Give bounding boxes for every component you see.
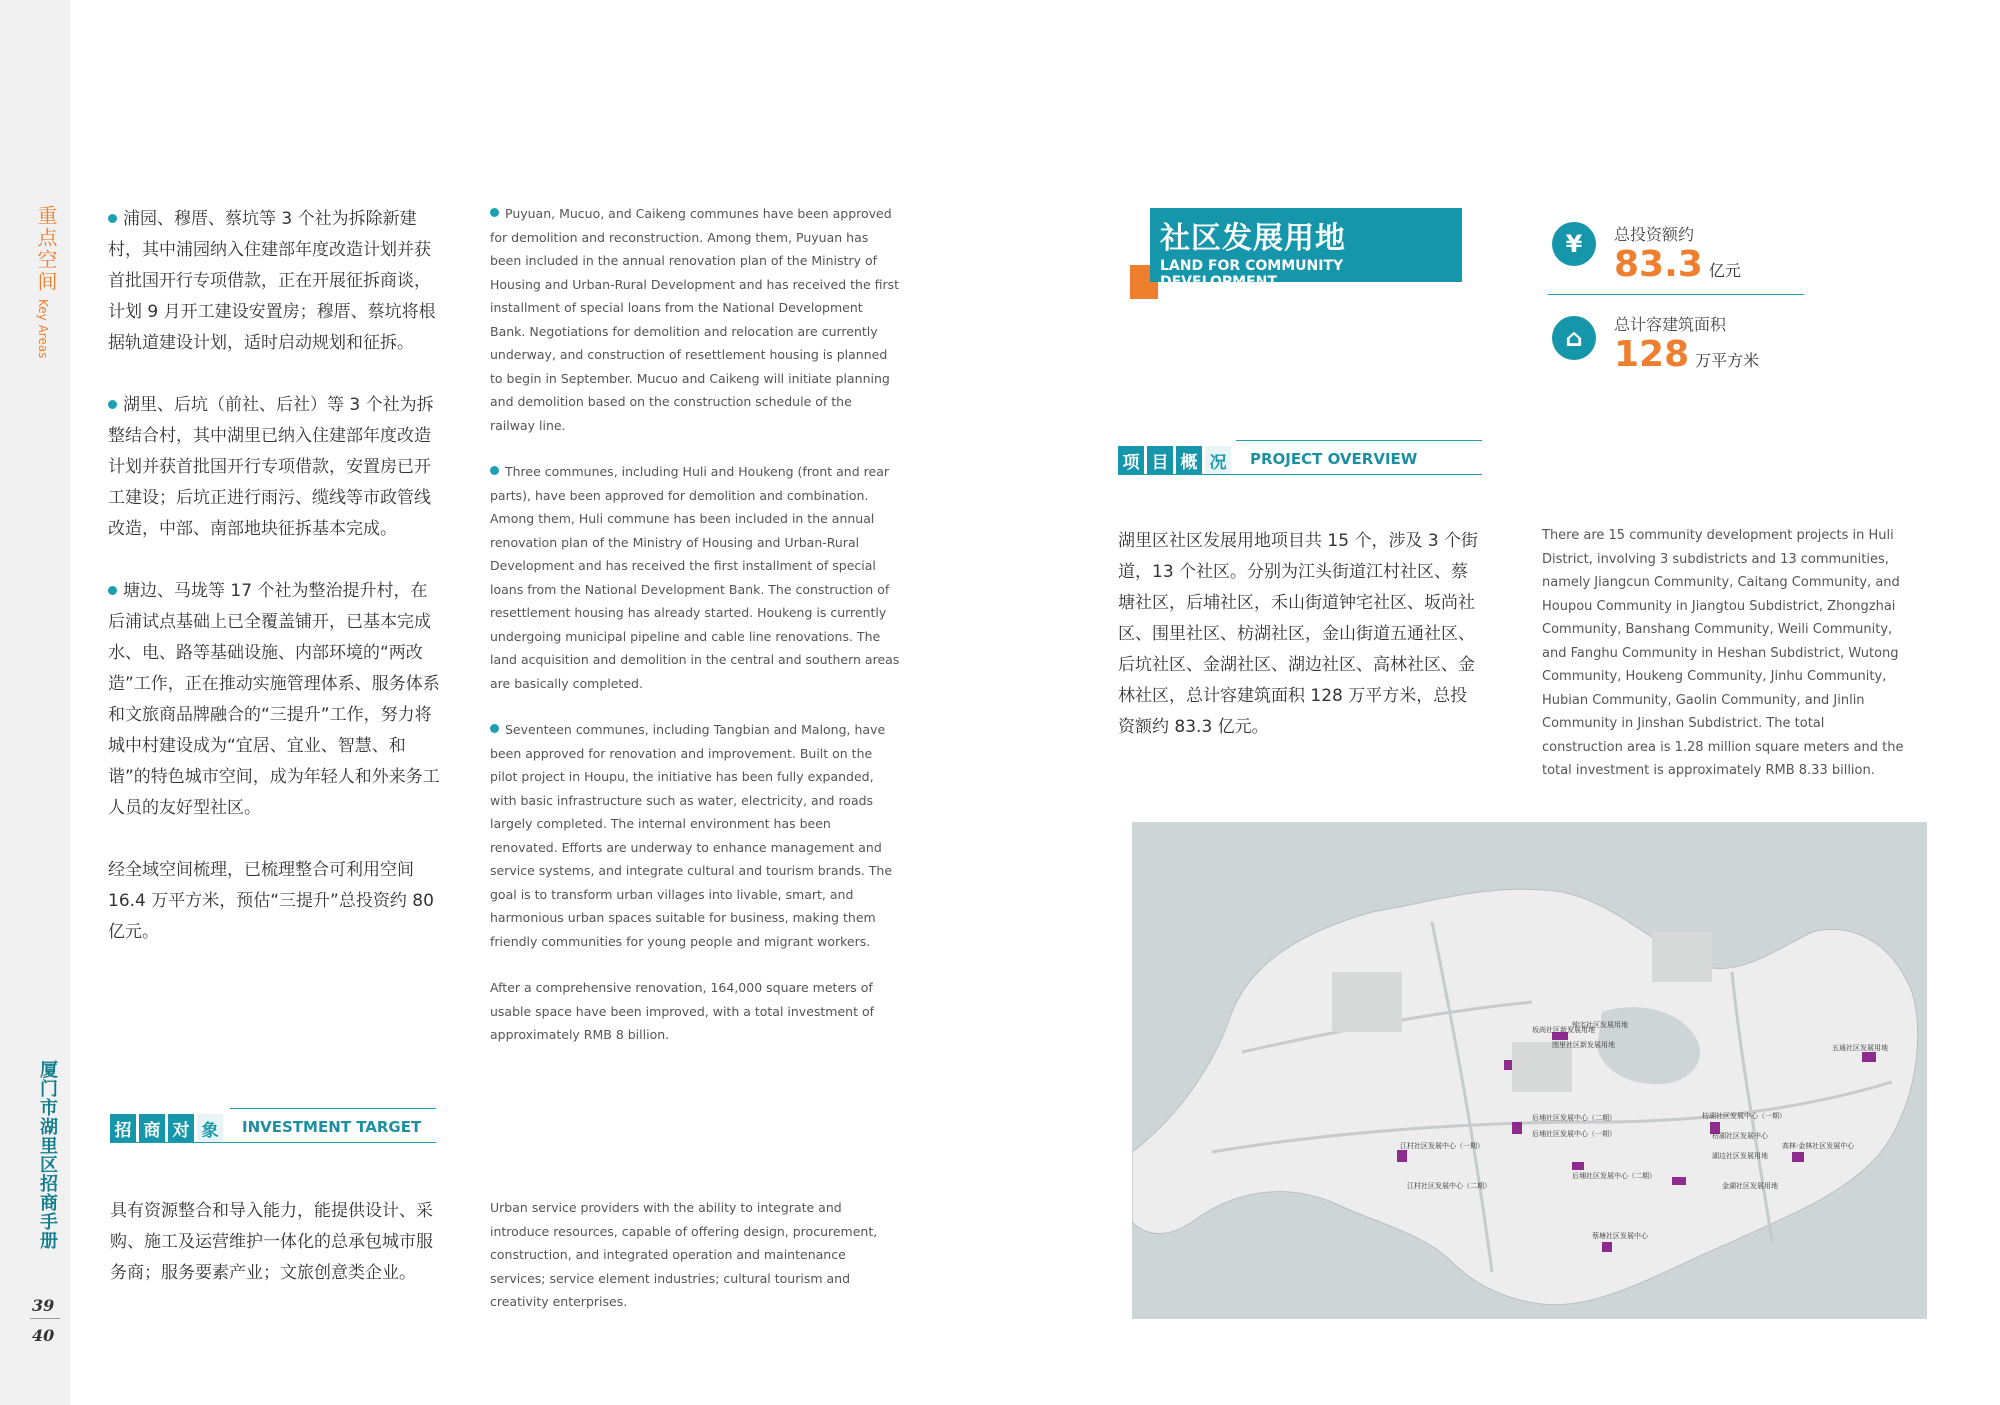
book-title: 厦门市湖里区招商手册	[37, 1060, 58, 1250]
investment-cn: 具有资源整合和导入能力，能提供设计、采购、施工及运营维护一体化的总承包城市服务商；服务要素产业；文旅创意类企业。	[110, 1201, 433, 1283]
heading-char: 对	[168, 1114, 194, 1142]
stat-label: 总投资额约	[1614, 225, 1695, 244]
map-label: 江村社区发展中心（一期）	[1400, 1142, 1484, 1150]
stat-unit: 万平方米	[1695, 351, 1760, 370]
map-label: 蔡塘社区发展中心	[1592, 1232, 1648, 1240]
stat-value: 128	[1614, 334, 1690, 375]
stat-value-row	[1614, 334, 1759, 375]
site-marker	[1572, 1162, 1584, 1170]
en-paragraph-1: Puyuan, Mucuo, and Caikeng communes have been approved for demolition and reconstruction. Among them, Puyuan has been included in the annual renovation plan of the Ministry of Housing and Urban-Rural Development and has received the first installment of special loans from the National Development Bank. Negotiations for demolition and relocation are currently underway, and construction of resettlement housing is planned to begin in September. Mucuo and Caikeng will initiate planning and demolition based on the construction schedule of the railway line.	[490, 206, 900, 433]
map-label: 高林·金林社区发展中心	[1782, 1142, 1855, 1150]
bullet-icon	[490, 724, 499, 733]
left-cn-column	[108, 204, 440, 948]
cn-paragraph-2: 湖里、后坑（前社、后社）等 3 个社为拆整结合村，其中湖里已纳入住建部年度改造计划并获首批国开行专项借款，安置房已开工建设；后坑正进行雨污、缆线等市政管线改造，中部、南部地块征拆基本完成。	[108, 395, 434, 539]
bullet-icon	[108, 586, 117, 595]
site-marker	[1792, 1152, 1804, 1162]
title-banner	[1150, 208, 1462, 290]
heading-top-rule	[1236, 440, 1482, 441]
map-label: 后埔社区发展中心（二期）	[1572, 1172, 1656, 1180]
site-marker	[1512, 1122, 1522, 1134]
cn-paragraph-4: 经全域空间梳理，已梳理整合可利用空间 16.4 万平方米，预估“三提升”总投资约 80 亿元。	[108, 860, 434, 942]
city-block	[1332, 972, 1402, 1032]
map-label: 枋湖社区发展中心（一期）	[1702, 1112, 1786, 1120]
heading-top-rule	[230, 1108, 436, 1109]
map-label: 湖边社区发展用地	[1712, 1152, 1768, 1160]
page-number-left: 39	[32, 1296, 55, 1315]
bullet-icon	[490, 466, 499, 475]
key-areas-en: Key Areas	[36, 299, 50, 359]
en-paragraph-3: Seventeen communes, including Tangbian and Malong, have been approved for renovation and improvement. Built on the pilot project in Houpu, the initiative has been fully expanded, with basic infrastructure such as water, electricity, and roads largely completed. The internal environment has been renovated. Efforts are underway to enhance management and service systems, and integrate cultural and tourism brands. The goal is to transform urban villages into livable, smart, and harmonious urban spaces suitable for business, making them friendly communities for young people and migrant workers.	[490, 722, 893, 949]
en-paragraph-4: After a comprehensive renovation, 164,000 square meters of usable space have been improved, with a total investment of approximately RMB 8 billion.	[490, 980, 875, 1042]
overview-heading	[1118, 440, 1482, 475]
map-label: 围里社区新发展用地	[1552, 1041, 1615, 1049]
title-cn: 社区发展用地	[1160, 221, 1346, 256]
overview-en: There are 15 community development projects in Huli District, involving 3 subdistricts and 13 communities, namely Jiangcun Community, Caitang Community, and Houpou Community in Jiangtou Subdistrict, Zhongzhai Community, Banshang Community, Weili Community, and Fanghu Community in Heshan Subdistrict, Wutong Community, Houkeng Community, Jinhu Community, Hubian Community, Gaolin Community, and Jinlin Community in Jinshan Subdistrict. The total construction area is 1.28 million square meters and the total investment is approximately RMB 8.33 billion.	[1542, 528, 1904, 778]
investment-heading	[110, 1108, 436, 1143]
key-areas-cn: 重点空间	[34, 205, 58, 293]
investment-en: Urban service providers with the ability to integrate and introduce resources, capable of offering design, procurement, construction, and integrated operation and maintenance services; service element industries; cultural tourism and creativity enterprises.	[490, 1200, 878, 1309]
yen-icon: ¥	[1552, 222, 1596, 266]
site-marker	[1397, 1150, 1407, 1162]
en-paragraph-2: Three communes, including Huli and Houkeng (front and rear parts), have been approved for demolition and combination. Among them, Huli commune has been included in the annual renovation plan of the Ministry of Housing and Urban-Rural Development and has received the first installment of special loans from the National Development Bank. The construction of resettlement housing has already started. Houkeng is currently undergoing municipal pipeline and cable line renovations. The land acquisition and demolition in the central and southern areas are basically completed.	[490, 464, 900, 691]
map-label: 江村社区发展中心（二期）	[1407, 1182, 1491, 1190]
map-label: 金湖社区发展用地	[1722, 1182, 1778, 1190]
site-marker	[1862, 1052, 1876, 1062]
map-label: 坂尚社区新发展用地	[1532, 1026, 1595, 1034]
site-marker	[1672, 1177, 1686, 1185]
heading-char: 商	[139, 1114, 165, 1142]
map-label: 钟宅社区发展用地	[1572, 1021, 1628, 1029]
city-block	[1652, 932, 1712, 982]
map-label: 后埔社区发展中心（二期）	[1532, 1114, 1616, 1122]
site-marker	[1504, 1060, 1512, 1070]
stat-unit: 亿元	[1708, 261, 1741, 280]
map-graphic	[1132, 822, 1927, 1319]
investment-heading-en: INVESTMENT TARGET	[242, 1118, 422, 1136]
stat-value: 83.3	[1614, 244, 1703, 285]
heading-char: 目	[1147, 446, 1173, 474]
stat-label: 总计容建筑面积	[1614, 315, 1727, 334]
stat-value-row	[1614, 244, 1741, 285]
district-map	[1132, 822, 1927, 1319]
map-label: 枋湖社区发展中心	[1712, 1132, 1768, 1140]
site-marker	[1602, 1242, 1612, 1252]
heading-char: 招	[110, 1114, 136, 1142]
left-en-column	[490, 202, 900, 1047]
city-block	[1512, 1042, 1572, 1092]
bullet-icon	[108, 400, 117, 409]
cn-paragraph-3: 塘边、马垅等 17 个社为整治提升村，在后浦试点基础上已全覆盖铺开，已基本完成水、电、路等基础设施、内部环境的“两改造”工作，正在推动实施管理体系、服务体系和文旅商品牌融合的“三提升”工作，努力将城中村建设成为“宜居、宜业、智慧、和谐”的特色城市空间，成为年轻人和外来务工人员的友好型社区。	[108, 581, 440, 818]
page-number-right: 40	[32, 1326, 55, 1345]
heading-char: 况	[1205, 446, 1231, 474]
cn-paragraph-1: 浦园、穆厝、蔡坑等 3 个社为拆除新建村，其中浦园纳入住建部年度改造计划并获首批国开行专项借款，正在开展征拆商谈，计划 9 月开工建设安置房；穆厝、蔡坑将根据轨道建设计划，适时启动规划和征拆。	[108, 209, 436, 353]
bullet-icon	[490, 208, 499, 217]
stat-divider	[1548, 294, 1804, 295]
bullet-icon	[108, 214, 117, 223]
title-en: LAND FOR COMMUNITY DEVELOPMENT	[1160, 258, 1344, 290]
map-label: 后埔社区发展中心（一期）	[1532, 1130, 1616, 1138]
overview-cn: 湖里区社区发展用地项目共 15 个，涉及 3 个街道，13 个社区。分别为江头街道江村社区、蔡塘社区，后埔社区，禾山街道钟宅社区、坂尚社区、围里社区、枋湖社区，金山街道五通社区、后坑社区、金湖社区、湖边社区、高林社区、金林社区，总计容建筑面积 128 万平方米，总投资额约 83.3 亿元。	[1118, 531, 1479, 737]
heading-char: 项	[1118, 446, 1144, 474]
building-area-icon: ⌂	[1552, 316, 1596, 360]
heading-char: 象	[197, 1114, 223, 1142]
section-label	[32, 205, 60, 358]
map-label: 五通社区发展用地	[1832, 1044, 1888, 1052]
heading-char: 概	[1176, 446, 1202, 474]
overview-heading-en: PROJECT OVERVIEW	[1250, 450, 1418, 468]
page-divider	[30, 1318, 60, 1319]
